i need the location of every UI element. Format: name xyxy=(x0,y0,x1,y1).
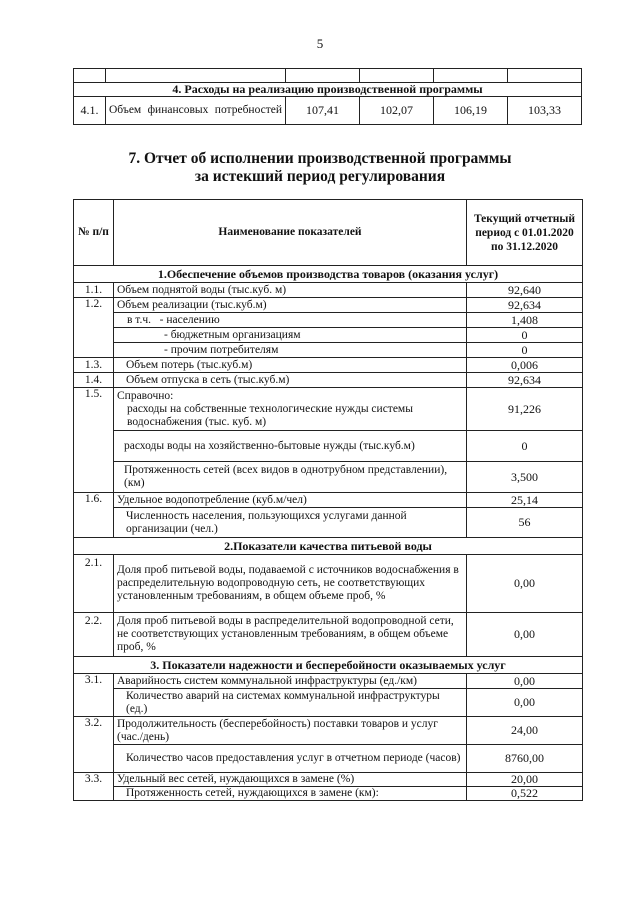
table-row xyxy=(74,373,583,388)
row-number: 4.1. xyxy=(74,97,106,125)
empty-cell xyxy=(106,69,286,83)
group-row xyxy=(74,538,583,555)
group-title: 2.Показатели качества питьевой воды xyxy=(74,538,583,555)
row-name-part: Справочно: xyxy=(117,389,174,402)
table-row xyxy=(74,388,583,431)
top-table-empty-row xyxy=(74,69,582,83)
empty-cell xyxy=(286,69,360,83)
table-row xyxy=(74,298,583,313)
header-no: № п/п xyxy=(74,200,114,266)
value-cell: 107,41 xyxy=(286,97,360,125)
table-row xyxy=(74,674,583,689)
row-value: 91,226 xyxy=(467,388,583,431)
row-name: Удельное водопотребление (куб.м/чел) xyxy=(114,493,467,508)
table-row xyxy=(74,745,583,773)
empty-cell xyxy=(508,69,582,83)
row-value: 0,522 xyxy=(467,787,583,801)
empty-cell xyxy=(360,69,434,83)
empty-cell xyxy=(74,69,106,83)
row-value: 92,634 xyxy=(467,373,583,388)
report-title-line2: за истекший период регулирования xyxy=(194,168,446,185)
table-row xyxy=(74,358,583,373)
table-row xyxy=(74,613,583,657)
row-label: Объем финансовых потребностей xyxy=(106,97,286,125)
row-value: 0 xyxy=(467,343,583,358)
row-name: Аварийность систем коммунальной инфраструктуры (ед./км) xyxy=(114,674,467,689)
row-name: Объем отпуска в сеть (тыс.куб.м) xyxy=(114,373,467,388)
row-value: 0,006 xyxy=(467,358,583,373)
row-name: Объем реализации (тыс.куб.м) xyxy=(114,298,467,313)
report-table xyxy=(73,199,583,801)
row-number: 2.2. xyxy=(74,613,114,657)
row-value: 1,408 xyxy=(467,313,583,328)
table-row xyxy=(74,555,583,613)
row-name: - прочим потребителям xyxy=(114,343,467,358)
page-number: 5 xyxy=(316,36,324,51)
row-name: Численность населения, пользующихся услугами данной организации (чел.) xyxy=(114,508,467,538)
row-name: Объем поднятой воды (тыс.куб. м) xyxy=(114,283,467,298)
table-row xyxy=(74,97,582,125)
table-row xyxy=(74,787,583,801)
header-name: Наименование показателей xyxy=(114,200,467,266)
row-number: 3.3. xyxy=(74,773,114,801)
row-name: Объем потерь (тыс.куб.м) xyxy=(114,358,467,373)
row-value: 8760,00 xyxy=(467,745,583,773)
row-value: 56 xyxy=(467,508,583,538)
table-row xyxy=(74,508,583,538)
row-name: расходы воды на хозяйственно-бытовые нужды (тыс.куб.м) xyxy=(114,431,467,462)
section-title: 4. Расходы на реализацию производственной программы xyxy=(74,83,582,97)
value-cell: 103,33 xyxy=(508,97,582,125)
empty-cell xyxy=(434,69,508,83)
top-table xyxy=(73,68,582,125)
row-number: 1.1. xyxy=(74,283,114,298)
table-row xyxy=(74,717,583,745)
row-name-part: расходы на собственные технологические нужды системы водоснабжения (тыс. куб. м) xyxy=(127,402,413,428)
row-value: 92,634 xyxy=(467,298,583,313)
table-row xyxy=(74,283,583,298)
row-value: 0,00 xyxy=(467,674,583,689)
table-row xyxy=(74,328,583,343)
group-title: 3. Показатели надежности и бесперебойности оказываемых услуг xyxy=(74,657,583,674)
row-name: - бюджетным организациям xyxy=(114,328,467,343)
table-row xyxy=(74,462,583,493)
row-name: Протяженность сетей (всех видов в однотрубном представлении), (км) xyxy=(114,462,467,493)
row-name: Протяженность сетей, нуждающихся в замене (км): xyxy=(114,787,467,801)
row-name xyxy=(114,388,467,431)
row-value: 20,00 xyxy=(467,773,583,787)
header-row xyxy=(74,200,583,266)
row-name: Количество аварий на системах коммунальной инфраструктуры (ед.) xyxy=(114,689,467,717)
row-value: 0 xyxy=(467,431,583,462)
top-table-section-row xyxy=(74,83,582,97)
row-name: Продолжительность (бесперебойность) поставки товаров и услуг (час./день) xyxy=(114,717,467,745)
table-row xyxy=(74,431,583,462)
value-cell: 102,07 xyxy=(360,97,434,125)
group-title: 1.Обеспечение объемов производства товаров (оказания услуг) xyxy=(74,266,583,283)
row-name: Удельный вес сетей, нуждающихся в замене (%) xyxy=(114,773,467,787)
group-row xyxy=(74,657,583,674)
row-value: 3,500 xyxy=(467,462,583,493)
report-title xyxy=(0,150,640,186)
report-title-line1: 7. Отчет об исполнении производственной программы xyxy=(128,150,512,167)
row-number: 1.6. xyxy=(74,493,114,538)
row-number: 1.4. xyxy=(74,373,114,388)
table-row xyxy=(74,493,583,508)
row-name: в т.ч. - населению xyxy=(114,313,467,328)
row-number: 1.5. xyxy=(74,388,114,493)
table-row xyxy=(74,343,583,358)
row-number: 2.1. xyxy=(74,555,114,613)
row-name: Доля проб питьевой воды, подаваемой с источников водоснабжения в распределительную водопроводную сеть, не соответствующих установленным требованиям, в общем объеме проб, % xyxy=(114,555,467,613)
value-cell: 106,19 xyxy=(434,97,508,125)
row-value: 25,14 xyxy=(467,493,583,508)
row-number: 1.2. xyxy=(74,298,114,358)
table-row xyxy=(74,773,583,787)
row-number: 1.3. xyxy=(74,358,114,373)
row-value: 92,640 xyxy=(467,283,583,298)
row-value: 0,00 xyxy=(467,555,583,613)
row-number: 3.2. xyxy=(74,717,114,773)
row-value: 0 xyxy=(467,328,583,343)
row-value: 0,00 xyxy=(467,689,583,717)
table-row xyxy=(74,689,583,717)
row-number: 3.1. xyxy=(74,674,114,717)
table-row xyxy=(74,313,583,328)
group-row xyxy=(74,266,583,283)
row-value: 24,00 xyxy=(467,717,583,745)
row-value: 0,00 xyxy=(467,613,583,657)
row-name: Доля проб питьевой воды в распределительной водопроводной сети, не соответствующих установленным требованиям, в общем объеме проб, % xyxy=(114,613,467,657)
row-name: Количество часов предоставления услуг в отчетном периоде (часов) xyxy=(114,745,467,773)
header-value: Текущий отчетный период с 01.01.2020 по 31.12.2020 xyxy=(467,200,583,266)
